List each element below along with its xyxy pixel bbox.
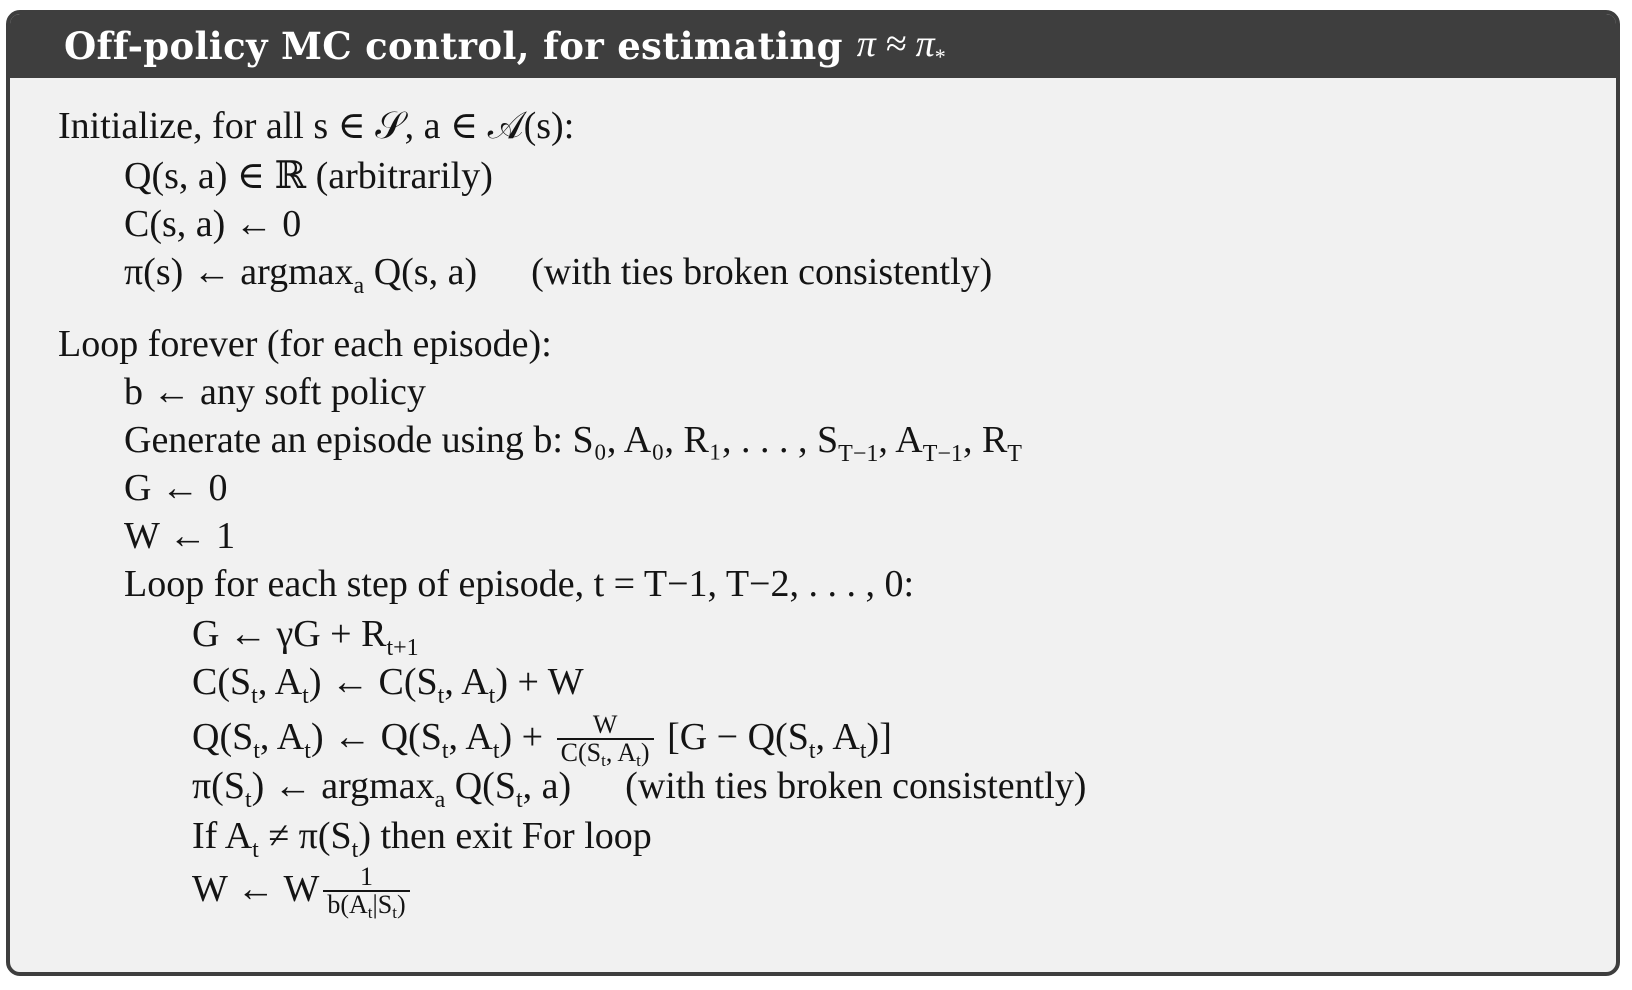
- init-header: Initialize, for all s ∈ 𝒮, a ∈ 𝒜(s):: [58, 105, 575, 147]
- init-pi: π(s) ← argmax$_a$ Q(s, a) (with ties broken consistently): [124, 251, 993, 299]
- q-update: $Q(S_t$, $A_t$) ← $Q(S_t$, $A_t$) + $\frac{W}{C(S_t, A_t)}$ [$G - Q(S_t$, $A_t$)]: [192, 710, 892, 770]
- w-init: W ← 1: [124, 515, 236, 557]
- algorithm-title-bar: [10, 14, 1616, 78]
- exit-condition: If $A_t \ne \pi(S_t)$ then exit For loop: [192, 815, 652, 863]
- generate-episode: Generate an episode using b: S₀, A₀, R₁, . . . , $S_{T-1}$, $A_{T-1}$, $R_T$: [124, 419, 1022, 467]
- loop-forever-header: Loop forever (for each episode):: [58, 323, 552, 365]
- algorithm-title: Off-policy MC control, for estimating: [64, 24, 843, 68]
- w-update-fraction: $\frac{1}{b(A_t|S_t)}$: [323, 864, 409, 918]
- q-update-fraction: $\frac{W}{C(S_t, A_t)}$: [557, 712, 654, 766]
- algorithm-box: [6, 10, 1620, 976]
- pi-update: $\pi(S_t)$ ← argmax$_a$ $Q(S_t$, a) (with ties broken consistently): [192, 765, 1087, 813]
- g-init: G ← 0: [124, 467, 228, 509]
- c-update: $C(S_t$, $A_t$) ← $C(S_t$, $A_t) + W$: [192, 661, 584, 709]
- init-q: Q(s, a) ∈ ℝ (arbitrarily): [124, 155, 493, 197]
- b-assign: b ← any soft policy: [124, 371, 426, 413]
- algorithm-title-math: $\pi \approx \pi_*$: [856, 23, 946, 69]
- inner-loop-header: Loop for each step of episode, t = T−1, T−2, . . . , 0:: [124, 563, 915, 605]
- w-update: W ← W $\frac{1}{b(A_t|S_t)}$: [192, 864, 414, 918]
- g-update: G ← $\gamma G + R_{t+1}$: [192, 613, 419, 661]
- init-c: C(s, a) ← 0: [124, 203, 302, 245]
